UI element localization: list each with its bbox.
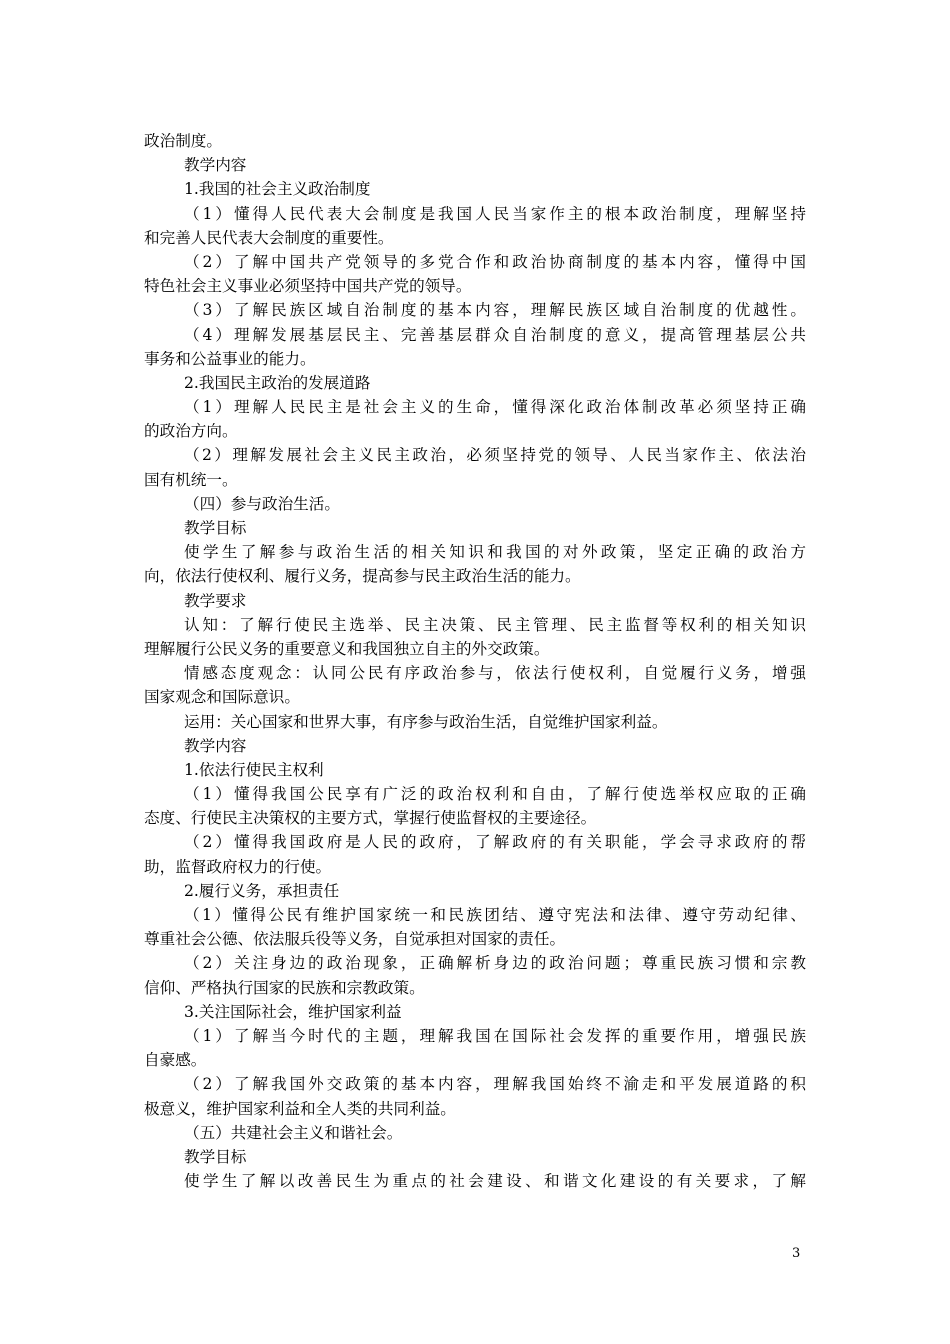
text-line: 的政治方向。: [144, 422, 238, 441]
text-line: 1.我国的社会主义政治制度: [184, 180, 371, 199]
text-line: 教学内容: [184, 156, 247, 175]
text-line: 国有机统一。: [144, 470, 238, 489]
text-line: 教学要求: [184, 591, 247, 610]
text-line: 自豪感。: [144, 1051, 207, 1070]
text-line: 使学生了解以改善民生为重点的社会建设、和谐文化建设的有关要求，了解: [184, 1172, 806, 1191]
text-line: （四）参与政治生活。: [184, 494, 340, 513]
text-line: （1）懂得公民有维护国家统一和民族团结、遵守宪法和法律、遵守劳动纪律、: [184, 906, 806, 924]
text-line: 2.履行义务，承担责任: [184, 881, 340, 900]
text-line: （1）懂得我国公民享有广泛的政治权利和自由，了解行使选举权应取的正确: [184, 785, 806, 804]
text-line: 1.依法行使民主权利: [184, 760, 324, 779]
text-line: 国家观念和国际意识。: [144, 688, 300, 707]
text-line: 政治制度。: [144, 132, 222, 150]
text-line: 2.我国民主政治的发展道路: [184, 373, 371, 392]
text-line: 认知：了解行使民主选举、民主决策、民主管理、民主监督等权利的相关知识: [184, 615, 806, 634]
text-line: （2）了解中国共产党领导的多党合作和政治协商制度的基本内容，懂得中国: [184, 252, 806, 271]
text-line: 理解履行公民义务的重要意义和我国独立自主的外交政策。: [144, 639, 550, 658]
text-line: （五）共建社会主义和谐社会。: [184, 1123, 403, 1142]
text-line: 态度、行使民主决策权的主要方式，掌握行使监督权的主要途径。: [144, 809, 597, 828]
text-line: 使学生了解参与政治生活的相关知识和我国的对外政策，坚定正确的政治方: [184, 543, 806, 562]
text-line: 教学内容: [184, 736, 247, 755]
text-line: （1）了解当今时代的主题，理解我国在国际社会发挥的重要作用，增强民族: [184, 1026, 806, 1045]
text-line: 事务和公益事业的能力。: [144, 349, 316, 368]
text-line: （1）理解人民民主是社会主义的生命，懂得深化政治体制改革必须坚持正确: [184, 398, 806, 417]
page-number: 3: [792, 1246, 801, 1261]
text-line: 特色社会主义事业必须坚持中国共产党的领导。: [144, 277, 472, 296]
text-line: （2）了解我国外交政策的基本内容，理解我国始终不渝走和平发展道路的积: [184, 1075, 806, 1094]
text-line: 信仰、严格执行国家的民族和宗教政策。: [144, 978, 425, 997]
text-line: 情感态度观念：认同公民有序政治参与，依法行使权利，自觉履行义务，增强: [184, 664, 806, 683]
text-line: 向，依法行使权利、履行义务，提高参与民主政治生活的能力。: [144, 567, 581, 586]
text-line: 教学目标: [184, 1147, 247, 1166]
text-line: （1）懂得人民代表大会制度是我国人民当家作主的根本政治制度，理解坚持: [184, 204, 806, 223]
text-line: 运用：关心国家和世界大事，有序参与政治生活，自觉维护国家利益。: [184, 712, 668, 731]
text-line: 教学目标: [184, 519, 247, 537]
text-line: 3.关注国际社会，维护国家利益: [184, 1002, 402, 1021]
text-line: 极意义，维护国家利益和全人类的共同利益。: [144, 1099, 456, 1118]
document-body: [144, 129, 806, 1193]
text-line: 尊重社会公德、依法服兵役等义务，自觉承担对国家的责任。: [144, 930, 566, 949]
text-line: （2）懂得我国政府是人民的政府，了解政府的有关职能，学会寻求政府的帮: [184, 833, 806, 852]
text-line: （2）关注身边的政治现象，正确解析身边的政治问题；尊重民族习惯和宗教: [184, 954, 806, 973]
text-line: 助，监督政府权力的行使。: [144, 857, 332, 876]
text-line: （3）了解民族区域自治制度的基本内容，理解民族区域自治制度的优越性。: [184, 301, 806, 320]
text-line: 和完善人民代表大会制度的重要性。: [144, 228, 394, 247]
text-line: （2）理解发展社会主义民主政治，必须坚持党的领导、人民当家作主、依法治: [184, 446, 806, 465]
text-line: （4）理解发展基层民主、完善基层群众自治制度的意义，提高管理基层公共: [184, 325, 806, 344]
